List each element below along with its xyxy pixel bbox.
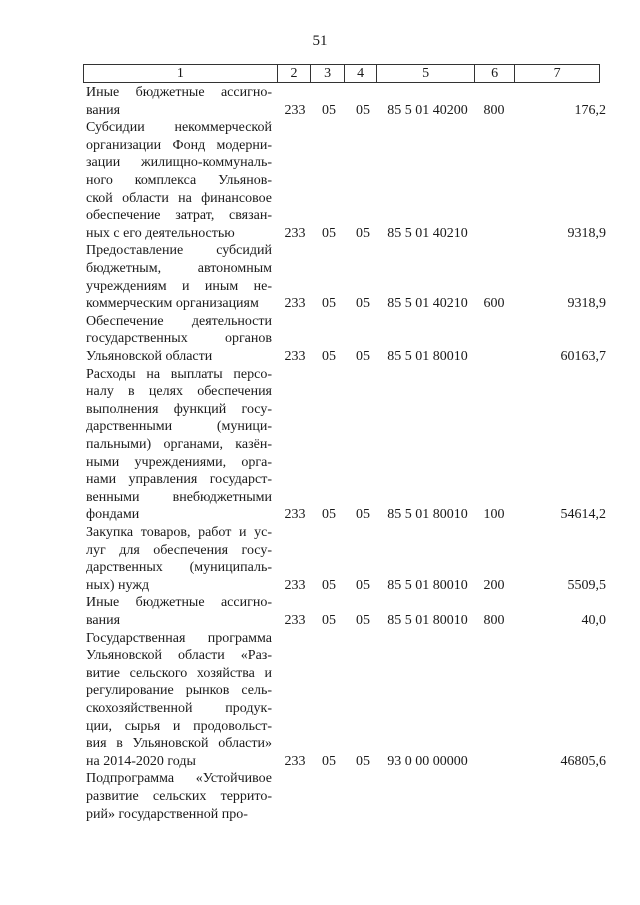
- expense-type-code: 200: [483, 577, 505, 593]
- column-header-3: 3: [311, 65, 345, 83]
- ministry-code: 233: [284, 102, 306, 118]
- description-line: дарственными (муници-: [86, 419, 272, 435]
- amount-value: 5509,5: [567, 577, 606, 593]
- row-values: [0, 612, 640, 630]
- target-article-code: 85 5 01 40210: [387, 225, 468, 241]
- section-code: 05: [322, 102, 336, 118]
- section-code: 05: [322, 612, 336, 628]
- description-line: Субсидии некоммерческой: [86, 120, 272, 136]
- amount-value: 40,0: [581, 612, 606, 628]
- description-line: Иные бюджетные ассигно-: [86, 595, 272, 611]
- description-line: пальными) органами, казён-: [86, 436, 272, 452]
- target-article-code: 85 5 01 40200: [387, 102, 468, 118]
- column-header-7: 7: [515, 65, 600, 83]
- ministry-code: 233: [284, 348, 306, 364]
- description-line: выполнения функций госу-: [86, 401, 272, 417]
- target-article-code: 85 5 01 80010: [387, 577, 468, 593]
- description-line: регулирование рынков сель-: [86, 683, 272, 699]
- amount-value: 60163,7: [560, 348, 606, 364]
- subsection-code: 05: [356, 225, 370, 241]
- description-line: дарственных (муниципаль-: [86, 560, 272, 576]
- description-line: Ульяновской области: [86, 348, 213, 364]
- description-line: вания: [86, 102, 121, 118]
- column-header-4: 4: [344, 65, 377, 83]
- ministry-code: 233: [284, 577, 306, 593]
- target-article-code: 85 5 01 40210: [387, 296, 468, 312]
- description-line: Государственная программа: [86, 630, 272, 646]
- description-line: витие сельского хозяйства и: [86, 665, 272, 681]
- subsection-code: 05: [356, 612, 370, 628]
- amount-value: 46805,6: [560, 753, 606, 769]
- description-line: коммерческим организациям: [86, 296, 259, 312]
- description-line: венными внебюджетными: [86, 489, 272, 505]
- description-line: рий» государственной про-: [86, 806, 248, 822]
- column-header-row: [84, 65, 600, 83]
- subsection-code: 05: [356, 577, 370, 593]
- amount-value: 9318,9: [567, 296, 606, 312]
- description-line: организации Фонд модерни-: [86, 137, 272, 153]
- section-code: 05: [322, 348, 336, 364]
- row-values: [0, 225, 640, 243]
- description-line: бюджетным, автономным: [86, 260, 272, 276]
- description-line: ных с его деятельностью: [86, 225, 235, 241]
- row-values: [0, 753, 640, 771]
- section-code: 05: [322, 507, 336, 523]
- subsection-code: 05: [356, 348, 370, 364]
- subsection-code: 05: [356, 507, 370, 523]
- description-line: ными учреждениями, орга-: [86, 454, 272, 470]
- row-values: [0, 806, 640, 824]
- description-line: налу в целях обеспечения: [86, 384, 272, 400]
- section-code: 05: [322, 577, 336, 593]
- description-line: Подпрограмма «Устойчивое: [86, 771, 272, 787]
- description-line: вания: [86, 612, 121, 628]
- amount-value: 54614,2: [560, 507, 606, 523]
- description-line: ции, сырья и продовольст-: [86, 718, 272, 734]
- description-line: государственных органов: [86, 331, 272, 347]
- description-line: зации жилищно-коммуналь-: [86, 155, 272, 171]
- description-line: обеспечение затрат, связан-: [86, 208, 272, 224]
- column-header-5: 5: [377, 65, 474, 83]
- description-line: Обеспечение деятельности: [86, 313, 272, 329]
- description-line: ного комплекса Ульянов-: [86, 172, 272, 188]
- target-article-code: 85 5 01 80010: [387, 612, 468, 628]
- subsection-code: 05: [356, 753, 370, 769]
- column-header-2: 2: [277, 65, 311, 83]
- row-description: [86, 630, 272, 771]
- row-values: [0, 577, 640, 595]
- ministry-code: 233: [284, 296, 306, 312]
- description-line: Иные бюджетные ассигно-: [86, 85, 272, 100]
- description-line: на 2014-2020 годы: [86, 753, 196, 769]
- section-code: 05: [322, 753, 336, 769]
- description-line: развитие сельских террито-: [86, 788, 272, 804]
- ministry-code: 233: [284, 612, 306, 628]
- expense-type-code: 600: [483, 296, 505, 312]
- target-article-code: 93 0 00 00000: [387, 753, 468, 769]
- row-values: [0, 506, 640, 524]
- row-description: [86, 366, 272, 524]
- description-line: скохозяйственной продук-: [86, 700, 272, 716]
- description-line: учреждениям и иным не-: [86, 278, 272, 294]
- amount-value: 176,2: [574, 102, 606, 118]
- page-number: 51: [312, 33, 328, 49]
- amount-value: 9318,9: [567, 225, 606, 241]
- row-values: [0, 295, 640, 313]
- target-article-code: 85 5 01 80010: [387, 507, 468, 523]
- section-code: 05: [322, 225, 336, 241]
- description-line: Расходы на выплаты персо-: [86, 366, 272, 382]
- ministry-code: 233: [284, 507, 306, 523]
- description-line: луг для обеспечения госу-: [86, 542, 272, 558]
- ministry-code: 233: [284, 225, 306, 241]
- target-article-code: 85 5 01 80010: [387, 348, 468, 364]
- subsection-code: 05: [356, 296, 370, 312]
- section-code: 05: [322, 296, 336, 312]
- description-line: фондами: [86, 507, 140, 523]
- description-line: Закупка товаров, работ и ус-: [86, 525, 272, 540]
- row-values: [0, 348, 640, 366]
- column-header-1: 1: [84, 65, 278, 83]
- expense-type-code: 800: [483, 612, 505, 628]
- subsection-code: 05: [356, 102, 370, 118]
- column-header-table: [83, 64, 600, 83]
- ministry-code: 233: [284, 753, 306, 769]
- description-line: Предоставление субсидий: [86, 243, 272, 259]
- column-header-6: 6: [474, 65, 514, 83]
- expense-type-code: 800: [483, 102, 505, 118]
- description-line: нами управления государст-: [86, 472, 272, 488]
- description-line: ской области на финансовое: [86, 190, 272, 206]
- description-line: ных) нужд: [86, 577, 150, 593]
- row-values: [0, 102, 640, 120]
- expense-type-code: 100: [483, 507, 505, 523]
- description-line: вия в Ульяновской области»: [86, 736, 272, 752]
- description-line: Ульяновской области «Раз-: [86, 648, 272, 664]
